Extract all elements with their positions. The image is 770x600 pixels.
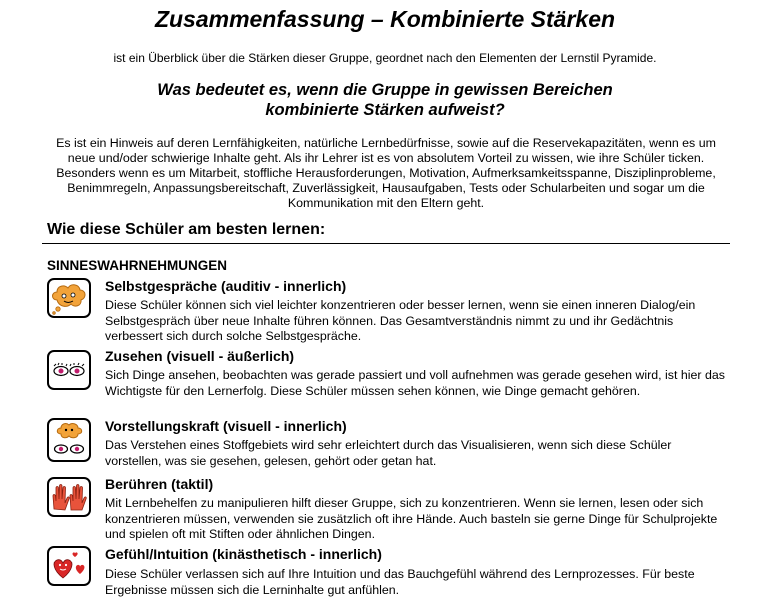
item-title-self-talk: Selbstgespräche (auditiv - innerlich): [105, 278, 347, 294]
item-text-intuition: Diese Schüler verlassen sich auf Ihre Intuition und das Bauchgefühl während des Lernprozesses. Für beste Ergebnisse müssen sich die Lerninhalte gut anfühlen.: [105, 567, 695, 597]
item-title-watching: Zusehen (visuell - äußerlich): [105, 348, 295, 364]
hands-icon: [47, 477, 91, 517]
eyes-icon: [47, 350, 91, 390]
category-heading: SINNESWAHRNEHMUNGEN: [47, 258, 228, 273]
thought-bubble-icon: [47, 278, 91, 318]
item-title-imagination: Vorstellungskraft (visuell - innerlich): [105, 418, 347, 434]
item-title-intuition: Gefühl/Intuition (kinästhetisch - innerlich): [105, 546, 382, 562]
imagination-icon: [47, 418, 91, 462]
hearts-icon: [47, 546, 91, 586]
item-title-touch: Berühren (taktil): [105, 476, 214, 492]
item-text-imagination: Das Verstehen eines Stoffgebiets wird sehr erleichtert durch das Visualisieren, wenn sich diese Schüler vorstellen, was sie gesehen, gelesen, gehört oder getan hat.: [105, 438, 672, 468]
section-heading: Wie diese Schüler am besten lernen:: [47, 221, 326, 238]
item-text-touch: Mit Lernbehelfen zu manipulieren hilft dieser Gruppe, sich zu konzentrieren. Wenn sie lernen, lesen oder sich konzentrieren müssen, verwenden sie zusätzlich oft ihre Hände. Auch basteln sie gerne Dinge für Schulprojekte und spielen oft mit Stiften oder ähnlichen Dingen.: [105, 496, 718, 541]
page-title: Zusammenfassung – Kombinierte Stärken: [154, 6, 616, 32]
intro-paragraph: Es ist ein Hinweis auf deren Lernfähigkeiten, natürliche Lernbedürfnisse, sowie auf die Reservekapazitäten, wenn es um neue und/oder schwierige Inhalte geht. Als ihr Lehrer ist es von absolutem Vorteil zu wissen, wie ihre Schüler ticken. Besonders wenn es um Mitarbeit, stoffliche Herausforderungen, Motivation, Aufmerksamkeitsspanne, Disziplinprobleme, Benimmregeln, Anpassungsbereitschaft, Zuverlässigkeit, Hausaufgaben, Tests oder Schularbeiten und sogar um die Kommunikation mit den Eltern geht.: [56, 136, 716, 210]
question-heading: [0, 80, 770, 120]
page-subtitle: ist ein Überblick über die Stärken dieser Gruppe, geordnet nach den Elementen der Lernstil Pyramide.: [113, 51, 657, 65]
item-text-watching: Sich Dinge ansehen, beobachten was gerade passiert und voll aufnehmen was gerade gesehen wird, ist hier das Wichtigste für den Lernerfolg. Diese Schüler müssen sehen können, wie Dinge gemacht gehören.: [105, 368, 725, 398]
item-text-self-talk: Diese Schüler können sich viel leichter konzentrieren oder besser lernen, wenn sie einen inneren Dialog/ein Selbstgespräch über neue Inhalte führen können. Das Gesamtverständnis nimmt zu und ihr Gedächtnis verbessert sich durch solche Selbstgespräche.: [105, 298, 696, 343]
section-divider: [42, 243, 730, 244]
question-line-1: Was bedeutet es, wenn die Gruppe in gewissen Bereichen: [157, 81, 613, 99]
question-line-2: kombinierte Stärken aufweist?: [265, 101, 505, 119]
